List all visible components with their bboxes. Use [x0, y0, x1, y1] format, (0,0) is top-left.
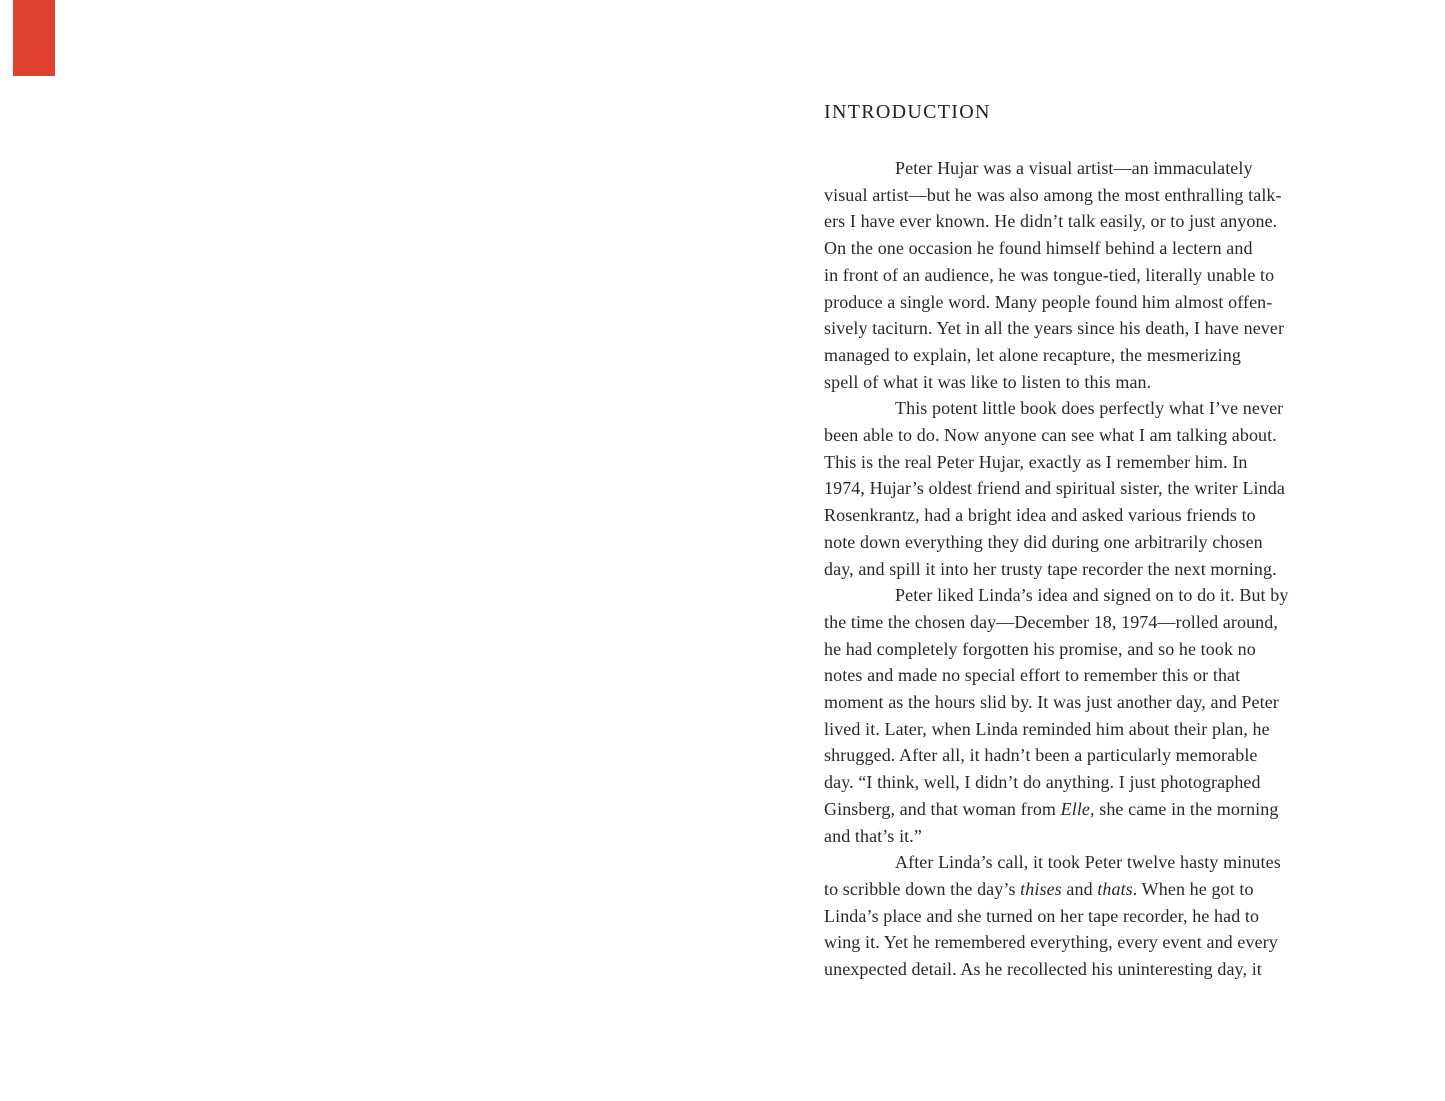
text-segment: lived it. Later, when Linda reminded him about their plan, he — [824, 718, 1270, 739]
text-line — [824, 769, 1354, 796]
text-segment: Ginsberg, and that woman from — [824, 798, 1061, 819]
text-segment: visual artist—but he was also among the most enthralling talk- — [824, 184, 1282, 205]
left-page — [0, 0, 722, 1101]
paragraph — [824, 849, 1354, 983]
text-segment: This is the real Peter Hujar, exactly as I remember him. In — [824, 451, 1248, 472]
text-line — [824, 315, 1354, 342]
text-line — [824, 395, 1354, 422]
text-line — [824, 502, 1354, 529]
text-segment: sively taciturn. Yet in all the years since his death, I have never — [824, 318, 1285, 339]
text-line — [824, 609, 1354, 636]
text-line — [824, 582, 1354, 609]
text-segment: moment as the hours slid by. It was just another day, and Peter — [824, 692, 1279, 713]
italic-text: thats — [1097, 878, 1133, 899]
text-segment: ers I have ever known. He didn’t talk easily, or to just anyone. — [824, 211, 1278, 232]
text-line — [824, 689, 1354, 716]
body-text — [824, 155, 1354, 983]
text-segment: This potent little book does perfectly what I’ve never — [895, 398, 1284, 419]
italic-text: Elle, — [1060, 798, 1095, 819]
text-line — [824, 662, 1354, 689]
text-line — [824, 636, 1354, 663]
red-bookmark-tab — [13, 0, 55, 76]
text-segment: produce a single word. Many people found him almost offen- — [824, 291, 1273, 312]
text-line — [824, 716, 1354, 743]
text-segment: Peter Hujar was a visual artist—an immaculately — [895, 158, 1253, 178]
text-segment: day. “I think, well, I didn’t do anything. I just photographed — [824, 772, 1261, 793]
text-segment: and that’s it.” — [824, 825, 922, 846]
text-line — [824, 529, 1354, 556]
text-line — [824, 796, 1354, 823]
text-line — [824, 342, 1354, 369]
text-line — [824, 289, 1354, 316]
text-segment: the time the chosen day—December 18, 1974—rolled around, — [824, 611, 1278, 632]
paragraph — [824, 155, 1354, 395]
text-line — [824, 742, 1354, 769]
text-line — [824, 155, 1354, 182]
text-segment: he had completely forgotten his promise, and so he took no — [824, 638, 1256, 659]
text-line — [824, 475, 1354, 502]
text-segment: After Linda’s call, it took Peter twelve hasty minutes — [895, 852, 1281, 873]
text-segment: shrugged. After all, it hadn’t been a particularly memorable — [824, 745, 1258, 766]
text-segment: day, and spill it into her trusty tape recorder the next morning. — [824, 558, 1277, 579]
text-segment: in front of an audience, he was tongue-tied, literally unable to — [824, 264, 1275, 285]
text-line — [824, 849, 1354, 876]
text-line — [824, 182, 1354, 209]
text-line — [824, 235, 1354, 262]
text-segment: note down everything they did during one arbitrarily chosen — [824, 531, 1263, 552]
text-segment: and — [1061, 878, 1098, 899]
paragraph — [824, 582, 1354, 849]
text-segment: she came in the morning — [1094, 798, 1279, 819]
text-segment: been able to do. Now anyone can see what I am talking about. — [824, 425, 1277, 446]
text-line — [824, 422, 1354, 449]
text-segment: Rosenkrantz, had a bright idea and asked various friends to — [824, 505, 1256, 526]
text-segment: to scribble down the day’s — [824, 878, 1021, 899]
text-line — [824, 556, 1354, 583]
text-line — [824, 903, 1354, 930]
text-line — [824, 369, 1354, 396]
text-line — [824, 929, 1354, 956]
paragraph — [824, 395, 1354, 582]
text-segment: . When he got to — [1132, 878, 1254, 899]
text-segment: 1974, Hujar’s oldest friend and spiritual sister, the writer Linda — [824, 478, 1285, 499]
text-segment: Peter liked Linda’s idea and signed on to do it. But by — [895, 585, 1289, 606]
text-segment: wing it. Yet he remembered everything, every event and every — [824, 932, 1278, 953]
text-line — [824, 449, 1354, 476]
text-line — [824, 262, 1354, 289]
text-segment: notes and made no special effort to remember this or that — [824, 665, 1241, 686]
text-segment: spell of what it was like to listen to this man. — [824, 371, 1152, 392]
italic-text: thises — [1020, 878, 1062, 899]
chapter-heading: INTRODUCTION — [824, 101, 991, 123]
text-line — [824, 823, 1354, 850]
text-line — [824, 876, 1354, 903]
text-segment: On the one occasion he found himself behind a lectern and — [824, 238, 1253, 259]
text-line — [824, 208, 1354, 235]
text-segment: managed to explain, let alone recapture, the mesmerizing — [824, 344, 1241, 365]
text-segment: Linda’s place and she turned on her tape recorder, he had to — [824, 905, 1260, 926]
text-segment: unexpected detail. As he recollected his uninteresting day, it — [824, 959, 1262, 980]
text-line — [824, 956, 1354, 983]
